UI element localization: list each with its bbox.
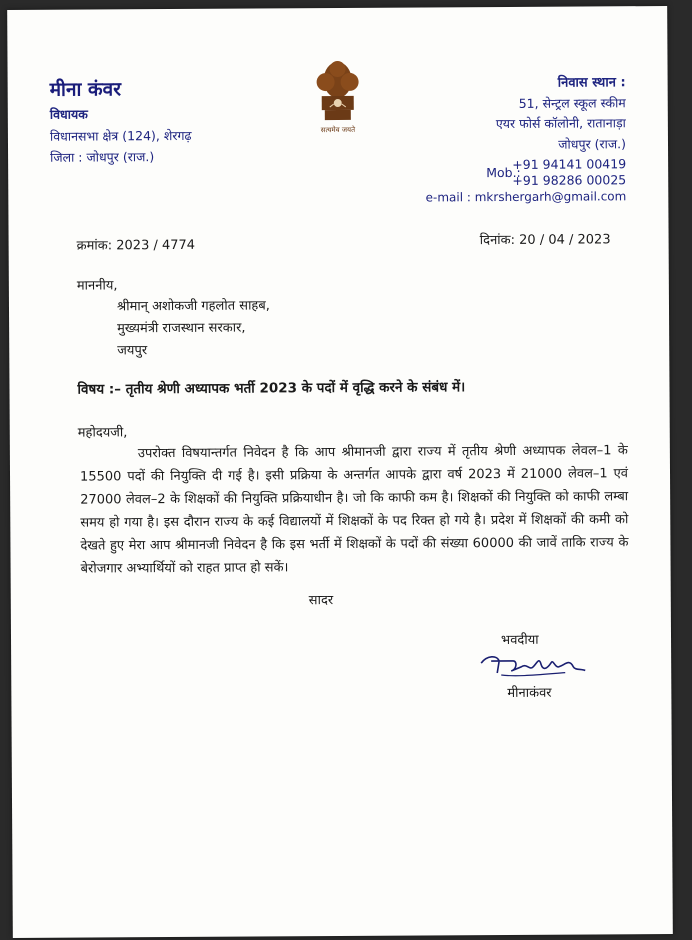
residence-line1: 51, सेन्ट्रल स्कूल स्कीम (518, 95, 626, 111)
phone-number-1: +91 94141 00419 (512, 156, 627, 172)
reference-number: क्रमांक: 2023 / 4774 (76, 237, 196, 254)
closing-word: सादर (308, 593, 334, 609)
sender-name: मीना कंवर (49, 78, 122, 101)
valediction: भवदीया (500, 632, 539, 649)
residence-heading: निवास स्थान : (557, 75, 626, 91)
recipient-post: मुख्यमंत्री राजस्थान सरकार, (117, 320, 246, 337)
letter-body (80, 439, 629, 580)
phone-number-2: +91 98286 00025 (512, 172, 627, 188)
sender-district: जिला : जोधपुर (राज.) (50, 149, 155, 165)
mobile-label: Mob.: (486, 164, 521, 181)
letter-subject: विषय :– तृतीय श्रेणी अध्यापक भर्ती 2023 के पदों में वृद्धि करने के संबंध में। (77, 379, 466, 398)
emblem-motto: सत्यमेव जयते (320, 125, 356, 135)
recipient-city: जयपुर (117, 343, 148, 359)
handwritten-signature-icon (477, 648, 587, 683)
email-address: e-mail : mkrshergarh@gmail.com (425, 189, 627, 205)
letter-date: दिनांक: 20 / 04 / 2023 (479, 232, 611, 249)
sender-constituency: विधानसभा क्षेत्र (124), शेरगढ़ (49, 127, 192, 144)
letter-salutation: महोदयजी, (77, 425, 128, 441)
sender-designation: विधायक (49, 106, 88, 122)
body-paragraph: उपरोक्त विषयान्तर्गत निवेदन है कि आप श्रीमानजी द्वारा राज्य में तृतीय श्रेणी अध्यापक लेवल–1 के 15500 पदों की नियुक्ति दी गई है। इसी प्रक्रिया के अन्तर्गत आपके द्वारा वर्ष 2023 में 21000 लेवल–1 एवं 27000 लेवल–2 के शिक्षकों की नियुक्ति प्रक्रियाधीन है। जो कि काफी कम है। शिक्षकों की नियुक्ति को काफी लम्बा समय हो गया है। इस दौरान राज्य के कई विद्यालयों में शिक्षकों के पद रिक्त हो गये है। प्रदेश में शिक्षकों की कमी को देखते हुए मेरा आप श्रीमानजी निवेदन है कि इस भर्ती में शिक्षकों के पदों की संख्या 60000 की जावें ताकि राज्य के बेरोजगार अभ्यार्थियों को राहत प्राप्त हो सकें। (79, 443, 629, 577)
recipient-salutation: माननीय, (76, 278, 118, 294)
residence-line3: जोधपुर (राज.) (558, 136, 627, 152)
letter-page (7, 6, 673, 938)
recipient-name: श्रीमान् अशोकजी गहलोत साहब, (116, 298, 270, 315)
residence-line2: एयर फोर्स कॉलोनी, रातानाड़ा (495, 115, 626, 132)
signatory-name: मीनाकंवर (507, 685, 552, 701)
